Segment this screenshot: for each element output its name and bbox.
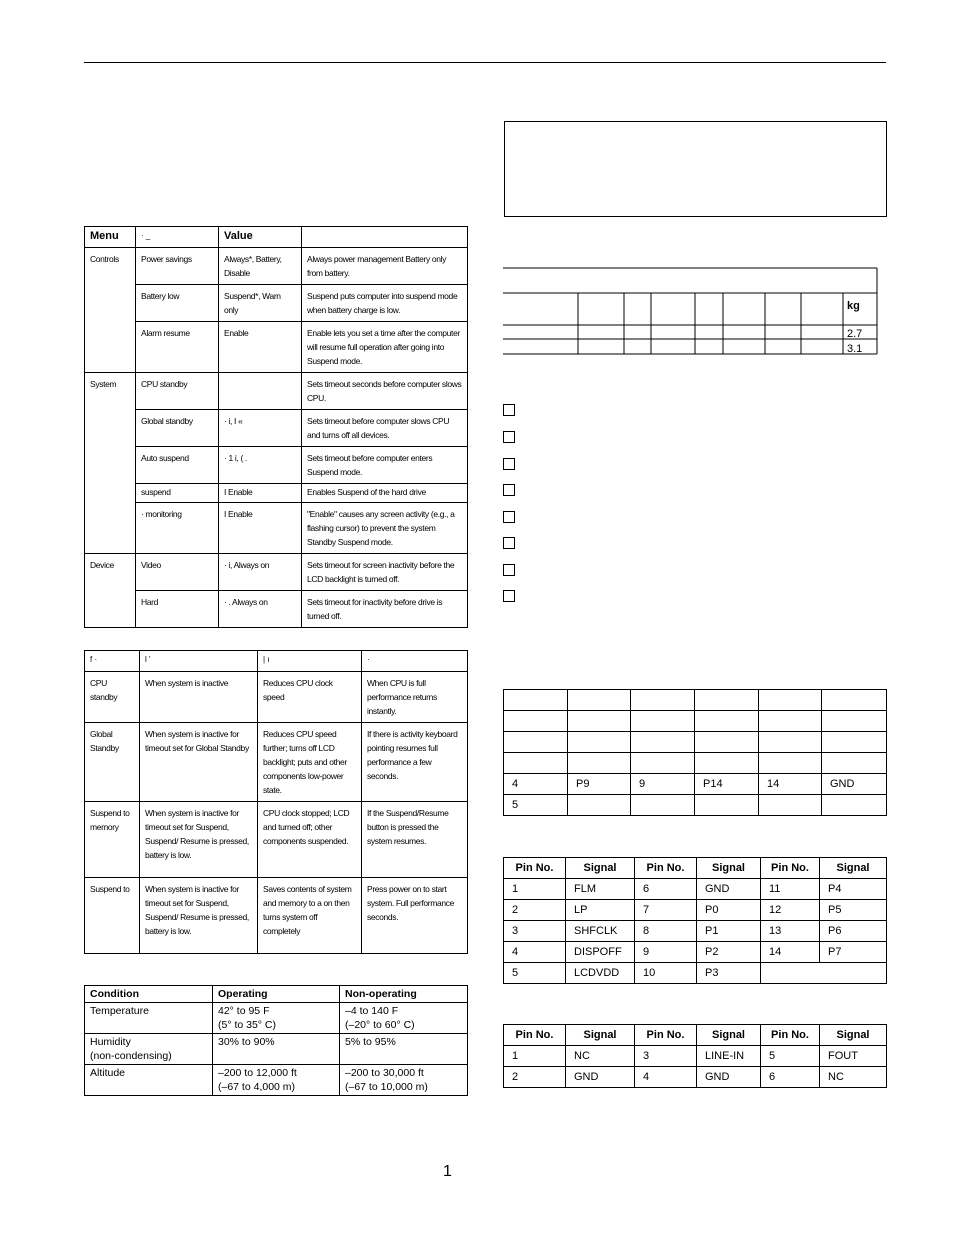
signal-cell: LP <box>566 900 635 921</box>
pin-number-cell: 7 <box>635 900 697 921</box>
value-cell: · i, I « <box>219 410 302 447</box>
table-row <box>85 802 468 878</box>
table-row <box>85 672 468 723</box>
item-cell: Auto suspend <box>136 447 219 484</box>
resume-cell: If there is activity keyboard pointing resumes full performance a few seconds. <box>362 723 468 802</box>
audio-pin-table <box>503 1024 887 1088</box>
signal-cell: NC <box>566 1046 635 1067</box>
pin-number-cell: 10 <box>635 963 697 984</box>
signal-cell: P9 <box>568 774 631 795</box>
signal-cell: LINE-IN <box>697 1046 761 1067</box>
description-cell: Sets timeout before computer enters Suspend mode. <box>302 447 468 484</box>
table-header-row <box>504 1025 887 1046</box>
pin-number-cell: 6 <box>635 879 697 900</box>
signal-cell: GND <box>822 774 887 795</box>
environment-table <box>84 985 468 1096</box>
table-row <box>504 711 887 732</box>
table-row <box>85 503 468 554</box>
when-cell: When system is inactive for timeout set for Global Standby <box>140 723 258 802</box>
table-header-row <box>85 227 468 248</box>
value-cell: · 1 i, ( . <box>219 447 302 484</box>
description-cell: Sets timeout for inactivity before drive is turned off. <box>302 591 468 628</box>
item-cell: · monitoring <box>136 503 219 554</box>
header-signal: Signal <box>697 858 761 879</box>
resume-cell: If the Suspend/Resume button is pressed the system resumes. <box>362 802 468 878</box>
resume-cell: Press power on to start system. Full performance seconds. <box>362 878 468 954</box>
table-row <box>504 1046 887 1067</box>
table-row <box>85 484 468 503</box>
description-cell: Enable lets you set a time after the computer will resume full operation after going into Suspend mode. <box>302 322 468 373</box>
what-cell: Saves contents of system and memory to a on then turns system off completely <box>258 878 362 954</box>
pin-number-cell: 9 <box>635 942 697 963</box>
resume-cell: When CPU is full performance returns instantly. <box>362 672 468 723</box>
item-cell: Hard <box>136 591 219 628</box>
signal-cell: GND <box>697 879 761 900</box>
operating-cell: –200 to 12,000 ft (–67 to 4,000 m) <box>213 1065 340 1096</box>
table-row <box>85 248 468 285</box>
pin-number-cell: 2 <box>504 1067 566 1088</box>
pin-number-cell: 1 <box>504 879 566 900</box>
header-when: l ' <box>140 651 258 672</box>
item-cell: Video <box>136 554 219 591</box>
pin-number-cell: 1 <box>504 1046 566 1067</box>
what-cell: CPU clock stopped; LCD and turned off; other components suspended. <box>258 802 362 878</box>
pin-number-cell: 4 <box>504 942 566 963</box>
table-row <box>85 878 468 954</box>
header-value: Value <box>219 227 302 248</box>
power-modes-table <box>84 650 468 954</box>
note-box <box>504 121 887 217</box>
weight-value: 2.7 <box>847 328 863 340</box>
pin-number-cell: 5 <box>504 795 568 816</box>
table-row <box>504 963 887 984</box>
description-cell: Sets timeout seconds before computer slows CPU. <box>302 373 468 410</box>
when-cell: When system is inactive for timeout set for Suspend, Suspend/ Resume is pressed, battery is low. <box>140 878 258 954</box>
table-row <box>85 1034 468 1065</box>
mode-cell: Global Standby <box>85 723 140 802</box>
table-row <box>504 879 887 900</box>
signal-cell: P7 <box>820 942 887 963</box>
weight-unit-label: kg <box>847 300 860 312</box>
signal-cell: FOUT <box>820 1046 887 1067</box>
weight-value: 3.1 <box>847 343 863 355</box>
header-signal: Signal <box>820 858 887 879</box>
signal-cell: P3 <box>697 963 761 984</box>
header-signal: Signal <box>566 1025 635 1046</box>
signal-cell: GND <box>566 1067 635 1088</box>
table-row <box>504 1067 887 1088</box>
weight-table <box>503 266 879 356</box>
header-item: · _ <box>136 227 219 248</box>
header-pin-no: Pin No. <box>761 1025 820 1046</box>
header-what: | ı <box>258 651 362 672</box>
description-cell: Sets timeout before computer slows CPU and turns off all devices. <box>302 410 468 447</box>
value-cell: Suspend*, Warn only <box>219 285 302 322</box>
checkbox[interactable] <box>503 484 515 496</box>
item-cell: Power savings <box>136 248 219 285</box>
signal-cell: NC <box>820 1067 887 1088</box>
table-row <box>504 774 887 795</box>
table-header-row <box>85 986 468 1003</box>
menu-cell: Controls <box>85 248 136 373</box>
table-row <box>85 373 468 410</box>
signal-cell: P4 <box>820 879 887 900</box>
weight-table-grid <box>503 268 877 354</box>
power-settings-table <box>84 226 468 628</box>
mode-cell: CPU standby <box>85 672 140 723</box>
value-cell: · i, Always on <box>219 554 302 591</box>
menu-cell: Device <box>85 554 136 628</box>
checkbox[interactable] <box>503 537 515 549</box>
signal-cell: P14 <box>695 774 759 795</box>
condition-cell: Temperature <box>85 1003 213 1034</box>
table-row <box>504 732 887 753</box>
table-row <box>85 1003 468 1034</box>
item-cell: Global standby <box>136 410 219 447</box>
pin-number-cell: 13 <box>761 921 820 942</box>
pin-number-cell: 14 <box>761 942 820 963</box>
table-row <box>85 447 468 484</box>
pin-number-cell: 3 <box>635 1046 697 1067</box>
checkbox[interactable] <box>503 458 515 470</box>
value-cell: Enable <box>219 322 302 373</box>
item-cell: CPU standby <box>136 373 219 410</box>
pin-number-cell: 2 <box>504 900 566 921</box>
table-row <box>85 591 468 628</box>
lcd-pin-table <box>503 857 887 984</box>
table-row <box>504 795 887 816</box>
signal-cell: LCDVDD <box>566 963 635 984</box>
header-operating: Operating <box>213 986 340 1003</box>
mode-cell: Suspend to memory <box>85 802 140 878</box>
empty-cell <box>761 963 887 984</box>
value-cell <box>219 373 302 410</box>
description-cell: Always power management Battery only from battery. <box>302 248 468 285</box>
table-header-row <box>85 651 468 672</box>
signal-cell: P1 <box>697 921 761 942</box>
description-cell: "Enable" causes any screen activity (e.g., a flashing cursor) to prevent the system Standby Suspend mode. <box>302 503 468 554</box>
pin-number-cell: 3 <box>504 921 566 942</box>
item-cell: suspend <box>136 484 219 503</box>
header-pin-no: Pin No. <box>761 858 820 879</box>
menu-cell: System <box>85 373 136 554</box>
checkbox[interactable] <box>503 511 515 523</box>
header-pin-no: Pin No. <box>635 858 697 879</box>
table-row <box>85 554 468 591</box>
pin-number-cell: 5 <box>761 1046 820 1067</box>
connector-pin-table <box>503 689 887 816</box>
what-cell: Reduces CPU speed further; turns off LCD backlight; puts and other components low-power state. <box>258 723 362 802</box>
header-signal: Signal <box>697 1025 761 1046</box>
table-row <box>504 690 887 711</box>
table-row <box>504 942 887 963</box>
pin-number-cell: 9 <box>631 774 695 795</box>
table-header-row <box>504 858 887 879</box>
signal-cell: SHFCLK <box>566 921 635 942</box>
signal-cell: P6 <box>820 921 887 942</box>
value-cell: I Enable <box>219 484 302 503</box>
signal-cell: P5 <box>820 900 887 921</box>
header-mode: f · <box>85 651 140 672</box>
pin-number-cell: 5 <box>504 963 566 984</box>
header-rule <box>84 62 886 63</box>
pin-number-cell: 14 <box>759 774 822 795</box>
signal-cell: DISPOFF <box>566 942 635 963</box>
item-cell: Battery low <box>136 285 219 322</box>
checkbox[interactable] <box>503 564 515 576</box>
table-row <box>504 900 887 921</box>
pin-number-cell: 4 <box>635 1067 697 1088</box>
header-non-operating: Non-operating <box>340 986 468 1003</box>
value-cell: Always*, Battery, Disable <box>219 248 302 285</box>
signal-cell: FLM <box>566 879 635 900</box>
header-pin-no: Pin No. <box>504 1025 566 1046</box>
checklist <box>503 398 523 608</box>
pin-number-cell: 11 <box>761 879 820 900</box>
non-operating-cell: –200 to 30,000 ft (–67 to 10,000 m) <box>340 1065 468 1096</box>
value-cell: I Enable <box>219 503 302 554</box>
description-cell: Sets timeout for screen inactivity before the LCD backlight is turned off. <box>302 554 468 591</box>
table-row <box>85 322 468 373</box>
table-row <box>85 723 468 802</box>
non-operating-cell: –4 to 140 F (–20° to 60° C) <box>340 1003 468 1034</box>
table-row <box>85 410 468 447</box>
header-pin-no: Pin No. <box>635 1025 697 1046</box>
condition-cell: Altitude <box>85 1065 213 1096</box>
description-cell: Suspend puts computer into suspend mode when battery charge is low. <box>302 285 468 322</box>
non-operating-cell: 5% to 95% <box>340 1034 468 1065</box>
header-description <box>302 227 468 248</box>
operating-cell: 30% to 90% <box>213 1034 340 1065</box>
when-cell: When system is inactive <box>140 672 258 723</box>
table-row <box>504 753 887 774</box>
checkbox[interactable] <box>503 590 515 602</box>
page-number: 1 <box>443 1163 452 1180</box>
header-pin-no: Pin No. <box>504 858 566 879</box>
pin-number-cell: 4 <box>504 774 568 795</box>
pin-number-cell: 12 <box>761 900 820 921</box>
table-row <box>504 921 887 942</box>
header-menu: Menu <box>85 227 136 248</box>
signal-cell: P2 <box>697 942 761 963</box>
signal-cell: GND <box>697 1067 761 1088</box>
pin-number-cell: 8 <box>635 921 697 942</box>
mode-cell: Suspend to <box>85 878 140 954</box>
header-signal: Signal <box>820 1025 887 1046</box>
when-cell: When system is inactive for timeout set for Suspend, Suspend/ Resume is pressed, battery is low. <box>140 802 258 878</box>
checkbox[interactable] <box>503 404 515 416</box>
item-cell: Alarm resume <box>136 322 219 373</box>
description-cell: Enables Suspend of the hard drive <box>302 484 468 503</box>
pin-number-cell: 6 <box>761 1067 820 1088</box>
what-cell: Reduces CPU clock speed <box>258 672 362 723</box>
table-row <box>85 285 468 322</box>
header-resume: · <box>362 651 468 672</box>
header-condition: Condition <box>85 986 213 1003</box>
table-row <box>85 1065 468 1096</box>
checkbox[interactable] <box>503 431 515 443</box>
condition-cell: Humidity (non-condensing) <box>85 1034 213 1065</box>
value-cell: · . Always on <box>219 591 302 628</box>
operating-cell: 42° to 95 F (5° to 35° C) <box>213 1003 340 1034</box>
signal-cell: P0 <box>697 900 761 921</box>
header-signal: Signal <box>566 858 635 879</box>
